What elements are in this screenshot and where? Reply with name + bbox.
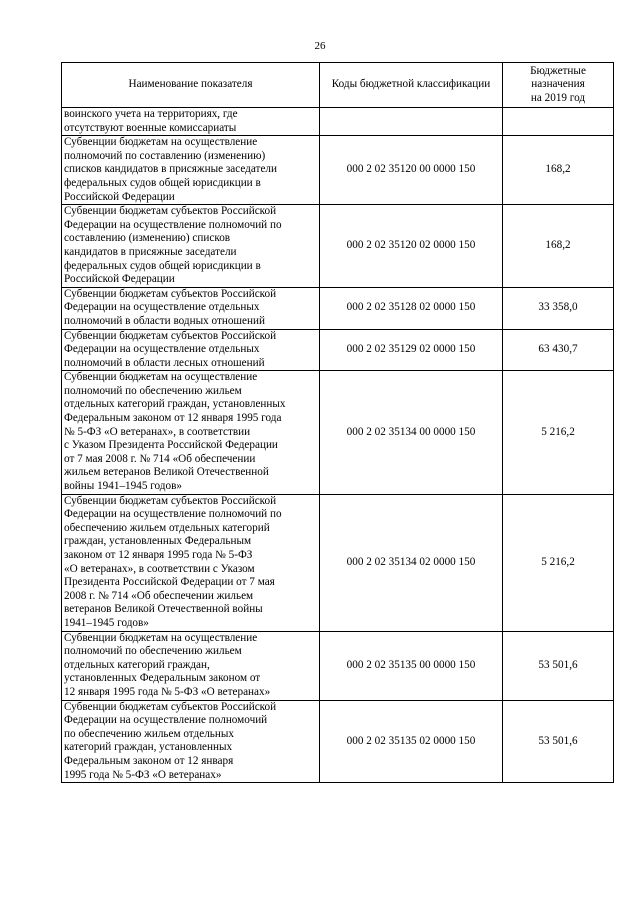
indicator-name-line: Субвенции бюджетам субъектов Российской bbox=[64, 329, 277, 342]
cell-budget-allocation: 63 430,7 bbox=[503, 329, 614, 371]
cell-indicator-name bbox=[62, 371, 320, 494]
table-row bbox=[62, 108, 614, 136]
indicator-name-line: воинского учета на территориях, где bbox=[64, 108, 238, 120]
indicator-name-line: полномочий по обеспечению жильем bbox=[64, 645, 242, 658]
indicator-name-line: жильем ветеранов Великой Отечественной bbox=[64, 466, 269, 479]
table-row bbox=[62, 494, 614, 631]
cell-budget-allocation: 5 216,2 bbox=[503, 494, 614, 631]
indicator-name-line: полномочий в области водных отношений bbox=[64, 314, 265, 327]
indicator-name-line: Российской Федерации bbox=[64, 190, 175, 203]
indicator-name-line: от 7 мая 2008 г. № 714 «Об обеспечении bbox=[64, 452, 256, 465]
table-row bbox=[62, 371, 614, 494]
indicator-name-line: Субвенции бюджетам на осуществление bbox=[64, 631, 258, 644]
indicator-name-line: кандидатов в присяжные заседатели bbox=[64, 245, 237, 258]
indicator-name-line: Российской Федерации bbox=[64, 273, 175, 286]
cell-classification-code: 000 2 02 35128 02 0000 150 bbox=[320, 287, 503, 329]
cell-classification-code: 000 2 02 35129 02 0000 150 bbox=[320, 329, 503, 371]
indicator-name-line: Федерации на осуществление отдельных bbox=[64, 343, 260, 356]
indicator-name-line: 2008 г. № 714 «Об обеспечении жильем bbox=[64, 589, 254, 602]
indicator-name-line: № 5-ФЗ «О ветеранах», в соответствии bbox=[64, 425, 251, 438]
indicator-name-line: составлению (изменению) списков bbox=[64, 232, 231, 245]
indicator-name-line: ветеранов Великой Отечественной войны bbox=[64, 603, 263, 616]
cell-budget-allocation: 33 358,0 bbox=[503, 287, 614, 329]
cell-budget-allocation bbox=[503, 108, 614, 136]
indicator-name-line: Федерации на осуществление полномочий по bbox=[64, 508, 282, 521]
indicator-name-line: Президента Российской Федерации от 7 мая bbox=[64, 576, 275, 589]
table-row bbox=[62, 631, 614, 700]
indicator-name-line: полномочий по составлению (изменению) bbox=[64, 149, 266, 162]
indicator-name-line: 12 января 1995 года № 5-ФЗ «О ветеранах» bbox=[64, 685, 271, 698]
header-budget-line-2: назначения bbox=[531, 78, 585, 91]
indicator-name-line: Субвенции бюджетам на осуществление bbox=[64, 371, 258, 384]
header-budget-line-1: Бюджетные bbox=[530, 64, 586, 77]
page-number: 26 bbox=[314, 40, 326, 52]
table-row bbox=[62, 205, 614, 288]
indicator-name-line: войны 1941–1945 годов» bbox=[64, 480, 182, 493]
cell-classification-code: 000 2 02 35120 02 0000 150 bbox=[320, 205, 503, 288]
indicator-name-line: Федерации на осуществление полномочий bbox=[64, 714, 268, 727]
cell-indicator-name bbox=[62, 494, 320, 631]
cell-classification-code: 000 2 02 35135 00 0000 150 bbox=[320, 631, 503, 700]
indicator-name-line: федеральных судов общей юрисдикции в bbox=[64, 259, 261, 272]
indicator-name-line: установленных Федеральным законом от bbox=[64, 672, 261, 685]
indicator-name-line: Федеральным законом от 12 января bbox=[64, 754, 234, 767]
indicator-name-line: по обеспечению жильем отдельных bbox=[64, 727, 234, 740]
indicator-name-line: Субвенции бюджетам субъектов Российской bbox=[64, 205, 277, 218]
indicator-name-line: полномочий в области лесных отношений bbox=[64, 356, 265, 369]
cell-indicator-name bbox=[62, 108, 320, 136]
indicator-name-line: Федерации на осуществление полномочий по bbox=[64, 218, 282, 231]
indicator-name-line: 1995 года № 5-ФЗ «О ветеранах» bbox=[64, 768, 222, 781]
indicator-name-line: федеральных судов общей юрисдикции в bbox=[64, 176, 261, 189]
indicator-name-line: категорий граждан, установленных bbox=[64, 741, 233, 754]
indicator-name-line: Субвенции бюджетам субъектов Российской bbox=[64, 287, 277, 300]
cell-indicator-name bbox=[62, 631, 320, 700]
indicator-name-line: отдельных категорий граждан, установленных bbox=[64, 398, 286, 411]
cell-indicator-name bbox=[62, 136, 320, 205]
indicator-name-line: Федеральным законом от 12 января 1995 года bbox=[64, 412, 282, 425]
table-row bbox=[62, 287, 614, 329]
budget-table bbox=[61, 62, 614, 783]
cell-budget-allocation: 53 501,6 bbox=[503, 631, 614, 700]
indicator-name-line: отсутствуют военные комиссариаты bbox=[64, 121, 237, 134]
cell-classification-code bbox=[320, 108, 503, 136]
indicator-name-line: списков кандидатов в присяжные заседатели bbox=[64, 163, 277, 176]
cell-budget-allocation: 5 216,2 bbox=[503, 371, 614, 494]
indicator-name-line: полномочий по обеспечению жильем bbox=[64, 384, 242, 397]
indicator-name-line: 1941–1945 годов» bbox=[64, 616, 149, 629]
indicator-name-line: Субвенции бюджетам субъектов Российской bbox=[64, 700, 277, 713]
indicator-name-line: Федерации на осуществление отдельных bbox=[64, 301, 260, 314]
cell-indicator-name bbox=[62, 700, 320, 783]
table-row bbox=[62, 136, 614, 205]
table-header-row bbox=[62, 63, 614, 108]
indicator-name-line: законом от 12 января 1995 года № 5-ФЗ bbox=[64, 549, 253, 561]
table-body bbox=[62, 108, 614, 783]
cell-budget-allocation: 168,2 bbox=[503, 136, 614, 205]
header-classification-code: Коды бюджетной классификации bbox=[320, 63, 503, 108]
indicator-name-line: «О ветеранах», в соответствии с Указом bbox=[64, 562, 255, 575]
cell-indicator-name bbox=[62, 205, 320, 288]
cell-budget-allocation: 53 501,6 bbox=[503, 700, 614, 783]
table-row bbox=[62, 329, 614, 371]
header-budget-allocation bbox=[503, 63, 614, 108]
cell-budget-allocation: 168,2 bbox=[503, 205, 614, 288]
cell-classification-code: 000 2 02 35135 02 0000 150 bbox=[320, 700, 503, 783]
header-indicator-name: Наименование показателя bbox=[62, 63, 320, 108]
cell-classification-code: 000 2 02 35134 00 0000 150 bbox=[320, 371, 503, 494]
indicator-name-line: Субвенции бюджетам на осуществление bbox=[64, 136, 258, 149]
cell-classification-code: 000 2 02 35134 02 0000 150 bbox=[320, 494, 503, 631]
indicator-name-line: с Указом Президента Российской Федерации bbox=[64, 439, 278, 452]
indicator-name-line: отдельных категорий граждан, bbox=[64, 658, 210, 671]
indicator-name-line: Субвенции бюджетам субъектов Российской bbox=[64, 494, 277, 507]
indicator-name-line: граждан, установленных Федеральным bbox=[64, 535, 252, 548]
cell-indicator-name bbox=[62, 287, 320, 329]
header-budget-line-3: на 2019 год bbox=[530, 91, 586, 104]
cell-indicator-name bbox=[62, 329, 320, 371]
indicator-name-line: обеспечению жильем отдельных категорий bbox=[64, 521, 270, 534]
table-row bbox=[62, 700, 614, 783]
cell-classification-code: 000 2 02 35120 00 0000 150 bbox=[320, 136, 503, 205]
